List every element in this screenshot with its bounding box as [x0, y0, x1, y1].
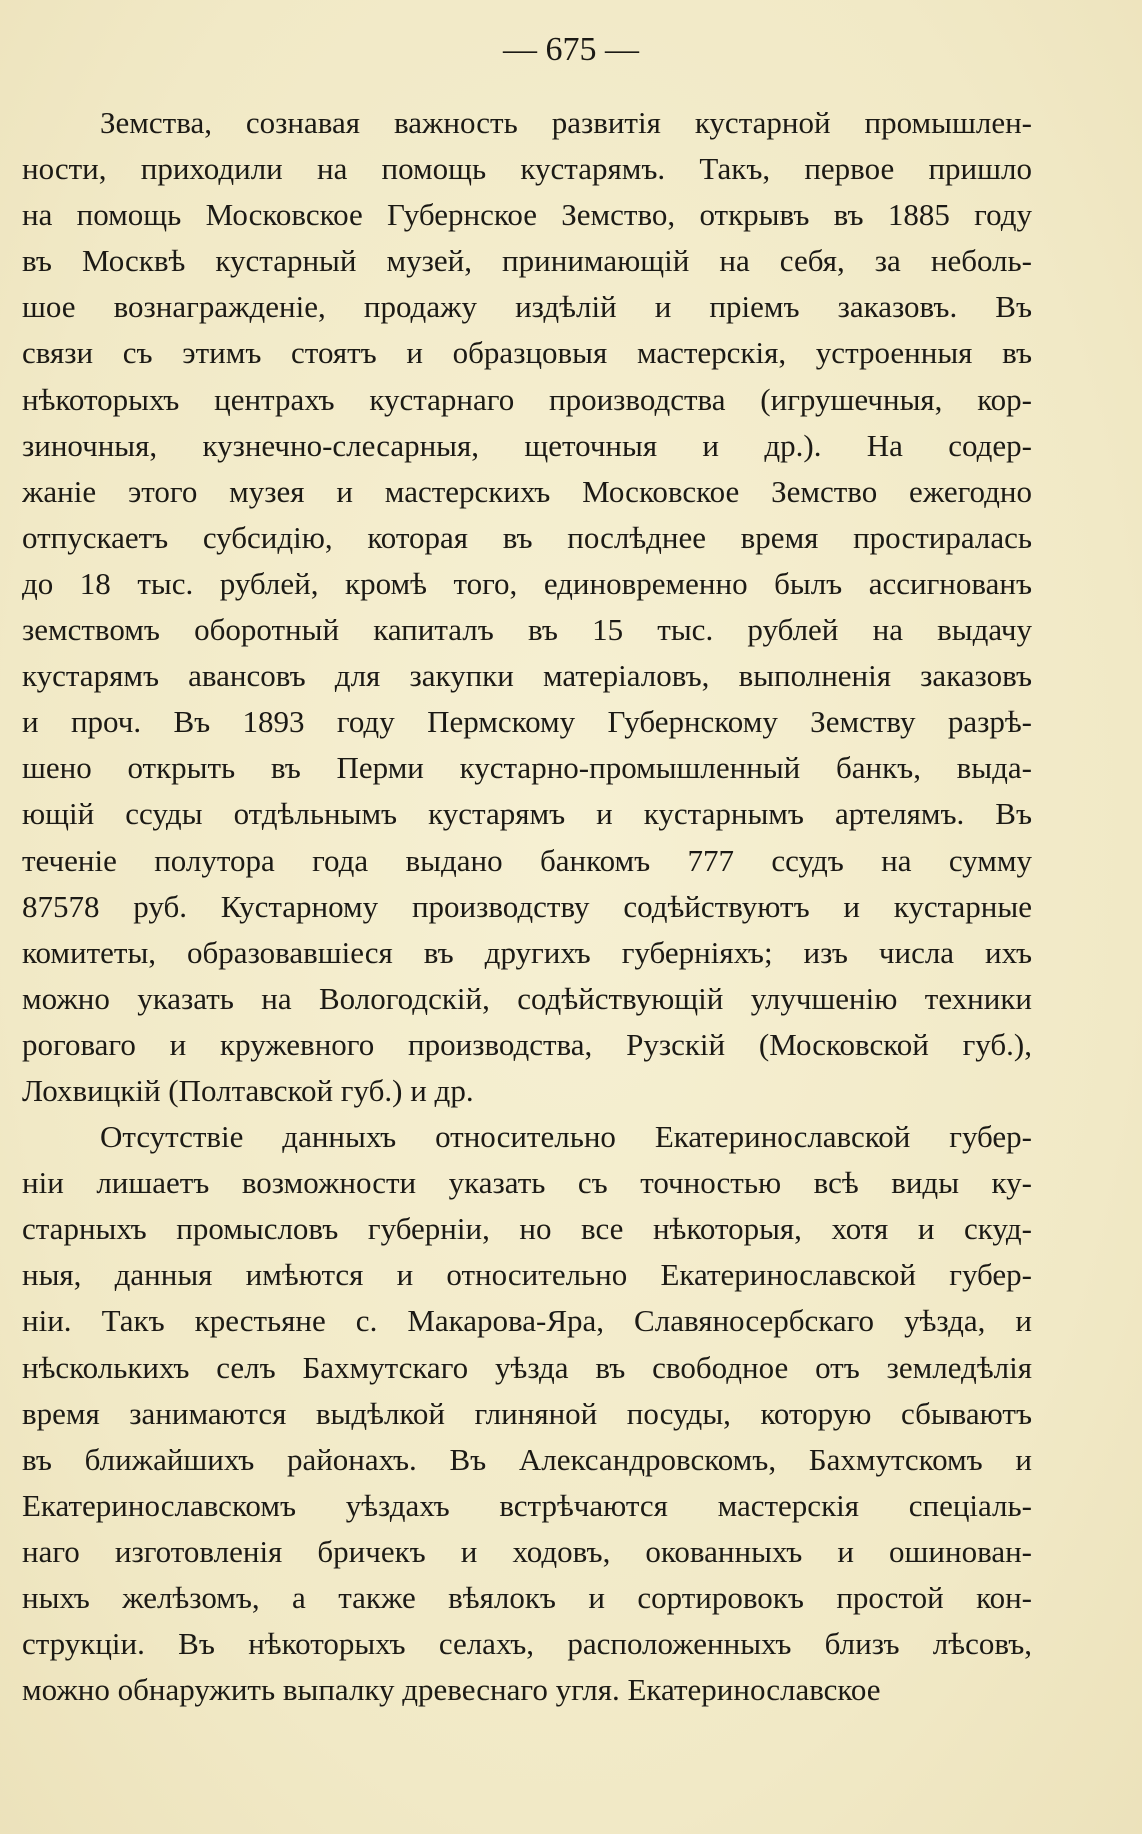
text-line: нѣкоторыхъ центрахъ кустарнаго производства (игрушечныя, кор-: [22, 381, 1032, 417]
text-line: шое вознагражденіе, продажу издѣлій и пріемъ заказовъ. Въ: [22, 289, 1032, 325]
text-line: въ ближайшихъ районахъ. Въ Александровскомъ, Бахмутскомъ и: [22, 1441, 1032, 1477]
text-line: можно указать на Вологодскій, содѣйствующій улучшенію техники: [22, 980, 1032, 1016]
text-line: время занимаются выдѣлкой глиняной посуды, которую сбываютъ: [22, 1395, 1032, 1431]
text-line: шено открыть въ Перми кустарно-промышленный банкъ, выда-: [22, 750, 1032, 786]
text-line: Екатеринославскомъ уѣздахъ встрѣчаются мастерскія спеціаль-: [22, 1487, 1032, 1523]
text-line: ющій ссуды отдѣльнымъ кустарямъ и кустарнымъ артелямъ. Въ: [22, 796, 1032, 832]
text-line: ныхъ желѣзомъ, а также вѣялокъ и сортировокъ простой кон-: [22, 1580, 1032, 1615]
text-line: наго изготовленія бричекъ и ходовъ, окованныхъ и ошинован-: [22, 1533, 1032, 1569]
text-line: ныя, данныя имѣются и относительно Екатеринославской губер-: [22, 1257, 1032, 1293]
text-line: жаніе этого музея и мастерскихъ Московское Земство ежегодно: [22, 473, 1032, 509]
text-line: на помощь Московское Губернское Земство, открывъ въ 1885 году: [22, 197, 1032, 233]
text-line: теченіе полутора года выдано банкомъ 777 ссудъ на сумму: [22, 842, 1032, 878]
text-line: 87578 руб. Кустарному производству содѣйствуютъ и кустарные: [22, 888, 1032, 924]
text-line: старныхъ промысловъ губерніи, но все нѣкоторыя, хотя и скуд-: [22, 1211, 1032, 1247]
paragraph: [22, 100, 1032, 1114]
text-line: Лохвицкій (Полтавской губ.) и др.: [22, 1072, 474, 1108]
text-line: зиночныя, кузнечно-слесарныя, щеточныя и др.). На содер-: [22, 427, 1032, 463]
text-line: комитеты, образовавшіеся въ другихъ губерніяхъ; изъ числа ихъ: [22, 934, 1032, 970]
text-line: можно обнаружить выпалку древеснаго угля. Екатеринославское: [22, 1672, 881, 1708]
text-line: до 18 тыс. рублей, кромѣ того, единовременно былъ ассигнованъ: [22, 565, 1032, 601]
text-line: кустарямъ авансовъ для закупки матеріаловъ, выполненія заказовъ: [22, 658, 1032, 694]
text-line: земствомъ оборотный капиталъ въ 15 тыс. рублей на выдачу: [22, 612, 1032, 648]
text-line: нѣсколькихъ селъ Бахмутскаго уѣзда въ свободное отъ земледѣлія: [22, 1349, 1032, 1385]
text-line: ніи лишаетъ возможности указать съ точностью всѣ виды ку-: [22, 1165, 1032, 1201]
text-line: въ Москвѣ кустарный музей, принимающій на себя, за неболь-: [22, 243, 1032, 279]
text-line: Отсутствіе данныхъ относительно Екатеринославской губер-: [100, 1119, 1032, 1155]
text-line: роговаго и кружевного производства, Рузскій (Московской губ.),: [22, 1026, 1032, 1062]
text-line: отпускаетъ субсидію, которая въ послѣднее время простиралась: [22, 519, 1032, 555]
text-line: ности, приходили на помощь кустарямъ. Такъ, первое пришло: [22, 151, 1032, 187]
paragraph: [22, 1114, 1032, 1713]
text-line: струкціи. Въ нѣкоторыхъ селахъ, расположенныхъ близъ лѣсовъ,: [22, 1626, 1032, 1662]
text-line: Земства, сознавая важность развитія кустарной промышлен-: [100, 105, 1032, 140]
text-body: [22, 100, 1032, 1713]
text-line: связи съ этимъ стоятъ и образцовыя мастерскія, устроенныя въ: [22, 335, 1032, 371]
text-line: ніи. Такъ крестьяне с. Макарова-Яра, Славяносербскаго уѣзда, и: [22, 1303, 1032, 1339]
page-number: — 675 —: [503, 31, 639, 68]
text-line: и проч. Въ 1893 году Пермскому Губернскому Земству разрѣ-: [22, 704, 1032, 740]
